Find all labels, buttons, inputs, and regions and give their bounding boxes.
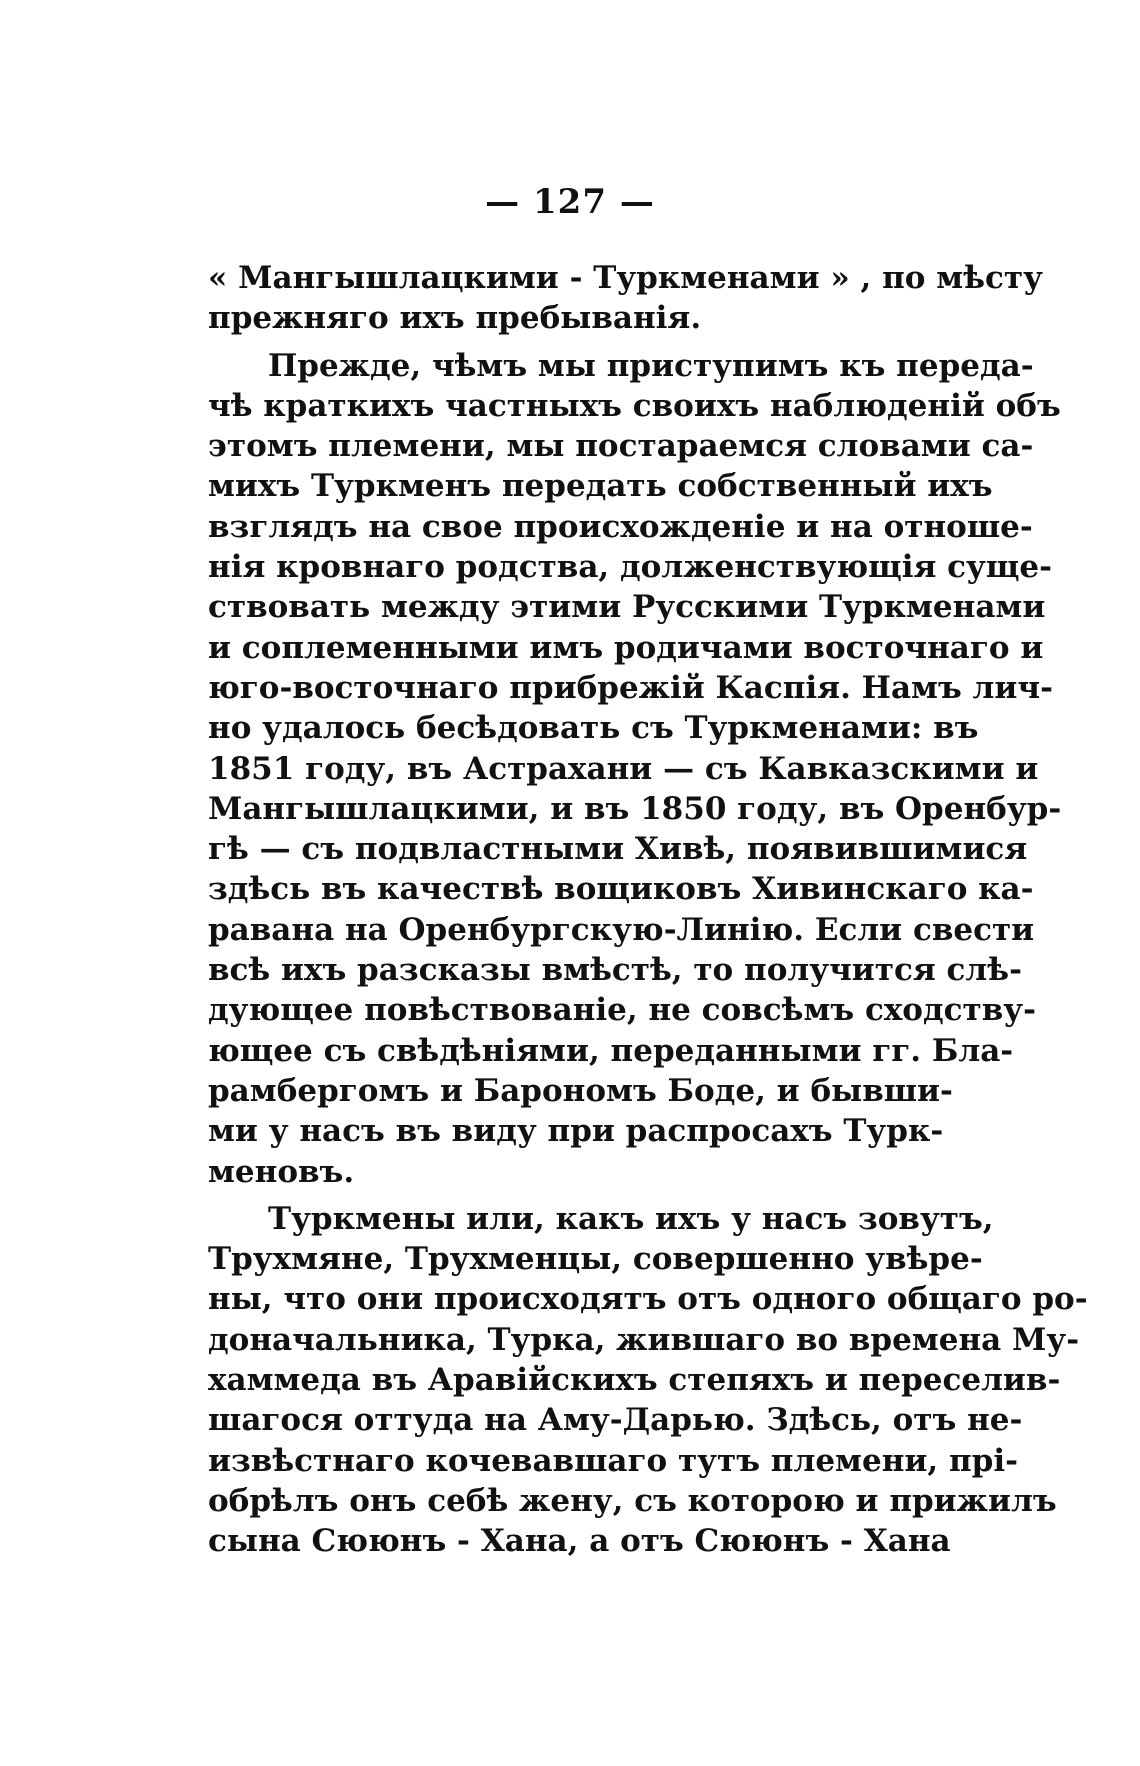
text-line: ми у насъ въ виду при распросахъ Турк- (208, 1113, 944, 1150)
text-line: прежняго ихъ пребыванія. (208, 300, 702, 337)
text-line: шагося оттуда на Аму-Дарью. Здѣсь, отъ не- (208, 1402, 1023, 1439)
text-line: сына Сююнъ - Хана, а отъ Сююнъ - Хана (208, 1523, 951, 1560)
text-line: и соплеменными имъ родичами восточнаго и (208, 629, 1044, 666)
text-line: ствовать между этими Русскими Туркменами (208, 589, 1046, 626)
text-line: но удалось бесѣдовать съ Туркменами: въ (208, 710, 979, 747)
text-line: Мангышлацкими, и въ 1850 году, въ Оренбур- (208, 790, 1062, 827)
text-line: этомъ племени, мы постараемся словами са- (208, 428, 1034, 465)
text-line: чѣ краткихъ частныхъ своихъ наблюденій объ (208, 387, 1061, 424)
text-line: Туркмены или, какъ ихъ у насъ зовутъ, (268, 1200, 994, 1237)
text-line: ющее съ свѣдѣніями, переданными гг. Бла- (208, 1032, 1014, 1069)
page-number: — 127 — (485, 182, 655, 222)
text-line: всѣ ихъ разсказы вмѣстѣ, то получится слѣ- (208, 952, 1022, 989)
text-line: обрѣлъ онъ себѣ жену, съ которою и прижилъ (208, 1482, 1057, 1519)
text-line: нія кровнаго родства, долженствующія суще- (208, 549, 1053, 586)
text-line: дующее повѣствованіе, не совсѣмъ сходству- (208, 992, 1036, 1029)
text-line: гѣ — съ подвластными Хивѣ, появившимися (208, 831, 1028, 868)
text-line: юго-восточнаго прибрежій Каспія. Намъ лич- (208, 669, 1053, 706)
text-line: здѣсь въ качествѣ вощиковъ Хивинскаго ка- (208, 871, 1034, 908)
text-line: 1851 году, въ Астрахани — съ Кавказскими и (208, 750, 1039, 787)
text-line: Прежде, чѣмъ мы приступимъ къ переда- (268, 347, 1034, 384)
text-line: Трухмяне, Трухменцы, совершенно увѣре- (208, 1241, 983, 1278)
body-text (208, 258, 1088, 1562)
text-line: хаммеда въ Аравійскихъ степяхъ и переселив- (208, 1362, 1061, 1399)
text-line: взглядъ на свое происхожденіе и на отноше- (208, 508, 1033, 545)
text-line: рамбергомъ и Барономъ Боде, и бывши- (208, 1072, 953, 1109)
text-line: доначальника, Турка, жившаго во времена Му- (208, 1321, 1080, 1358)
text-line: « Мангышлацкими - Туркменами » , по мѣсту (208, 260, 1043, 296)
text-line: равана на Оренбургскую-Линію. Если свести (208, 911, 1035, 948)
paragraph-gap (208, 339, 934, 346)
paragraph-gap (208, 1192, 934, 1199)
text-line: меновъ. (208, 1153, 355, 1190)
text-line: михъ Туркменъ передать собственный ихъ (208, 468, 993, 505)
text-line: извѣстнаго кочевавшаго тутъ племени, прі- (208, 1442, 1018, 1479)
text-line: ны, что они происходятъ отъ одного общаго ро- (208, 1281, 1088, 1318)
